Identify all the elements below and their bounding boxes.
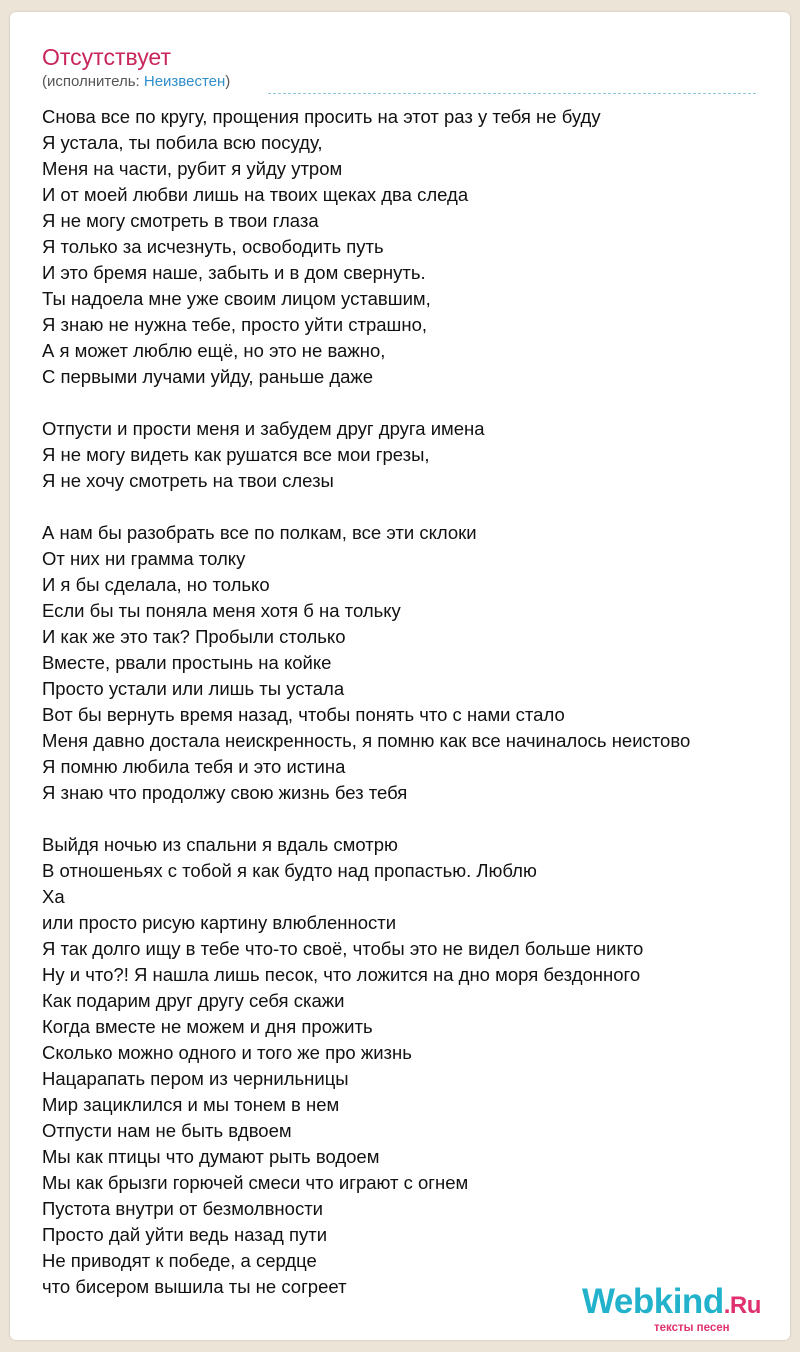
lyric-line: А нам бы разобрать все по полкам, все эти склоки — [42, 522, 477, 543]
lyric-line: Я не могу видеть как рушатся все мои грезы, — [42, 444, 430, 465]
artist-link[interactable]: Неизвестен — [143, 73, 226, 90]
lyric-line: И как же это так? Пробыли столько — [42, 626, 346, 647]
lyric-line: Не приводят к победе, а сердце — [42, 1250, 317, 1271]
lyric-line: Выйдя ночью из спальни я вдаль смотрю — [42, 834, 398, 855]
lyric-line: Пустота внутри от безмолвности — [42, 1198, 323, 1219]
lyric-line: или просто рисую картину влюбленности — [42, 912, 397, 933]
lyric-line: Я помню любила тебя и это истина — [42, 756, 346, 777]
lyric-line: Сколько можно одного и того же про жизнь — [42, 1042, 412, 1063]
lyric-line: Мы как брызги горючей смеси что играют с огнем — [42, 1172, 469, 1193]
lyric-line: С первыми лучами уйду, раньше даже — [42, 366, 374, 387]
artist-suffix: ) — [225, 73, 231, 90]
lyric-line: Если бы ты поняла меня хотя б на тольку — [42, 600, 401, 621]
content-card — [10, 12, 790, 1340]
lyric-line: Ну и что?! Я нашла лишь песок, что ложится на дно моря бездонного — [42, 964, 641, 985]
lyric-line: Я только за исчезнуть, освободить путь — [42, 236, 384, 257]
lyric-line: Мы как птицы что думают рыть водоем — [42, 1146, 380, 1167]
lyric-line: Когда вместе не можем и дня прожить — [42, 1016, 373, 1037]
lyric-line: И от моей любви лишь на твоих щеках два следа — [42, 184, 469, 205]
lyric-line: И я бы сделала, но только — [42, 574, 270, 595]
logo-wordmark — [582, 1282, 761, 1322]
lyric-line: Вместе, рвали простынь на койке — [42, 652, 332, 673]
lyric-line: Нацарапать пером из чернильницы — [42, 1068, 349, 1089]
lyric-line: Вот бы вернуть время назад, чтобы понять что с нами стало — [42, 704, 565, 725]
lyric-line: Как подарим друг другу себя скажи — [42, 990, 345, 1011]
lyric-line: Я устала, ты побила всю посуду, — [42, 132, 323, 153]
lyrics-text — [42, 104, 786, 1300]
stanza-gap — [42, 806, 786, 832]
lyric-line: Я знаю что продолжу свою жизнь без тебя — [42, 782, 408, 803]
logo-word: Webkind — [582, 1282, 724, 1321]
lyric-line: А я может люблю ещё, но это не важно, — [42, 340, 386, 361]
lyric-line: Я так долго ищу в тебе что-то своё, чтобы это не видел больше никто — [42, 938, 644, 959]
lyric-line: Снова все по кругу, прощения просить на этот раз у тебя не буду — [42, 106, 601, 127]
lyric-line: Ха — [42, 886, 65, 907]
lyric-line: Меня на части, рубит я уйду утром — [42, 158, 343, 179]
artist-prefix: (исполнитель: — [42, 73, 144, 90]
lyric-line: Меня давно достала неискренность, я помню как все начиналось неистово — [42, 730, 691, 751]
lyric-line: И это бремя наше, забыть и в дом свернуть. — [42, 262, 426, 283]
lyric-line: Ты надоела мне уже своим лицом уставшим, — [42, 288, 431, 309]
lyric-line: Мир зациклился и мы тонем в нем — [42, 1094, 340, 1115]
logo-tagline: тексты песен — [654, 1322, 730, 1334]
song-title: Отсутствует — [42, 44, 171, 70]
lyric-line: Просто устали или лишь ты устала — [42, 678, 345, 699]
site-logo[interactable] — [582, 1282, 782, 1340]
artist-line — [42, 73, 230, 90]
lyric-line: От них ни грамма толку — [42, 548, 246, 569]
lyric-line: что бисером вышила ты не согреет — [42, 1276, 347, 1297]
header-divider — [268, 93, 756, 94]
lyric-line: Я знаю не нужна тебе, просто уйти страшно, — [42, 314, 428, 335]
lyric-line: Я не хочу смотреть на твои слезы — [42, 470, 334, 491]
lyric-line: В отношеньях с тобой я как будто над пропастью. Люблю — [42, 860, 537, 881]
stanza-gap — [42, 494, 786, 520]
lyric-line: Я не могу смотреть в твои глаза — [42, 210, 319, 231]
logo-tld: .Ru — [723, 1292, 761, 1319]
stanza-gap — [42, 390, 786, 416]
lyric-line: Просто дай уйти ведь назад пути — [42, 1224, 328, 1245]
lyric-line: Отпусти нам не быть вдвоем — [42, 1120, 292, 1141]
lyric-line: Отпусти и прости меня и забудем друг друга имена — [42, 418, 485, 439]
